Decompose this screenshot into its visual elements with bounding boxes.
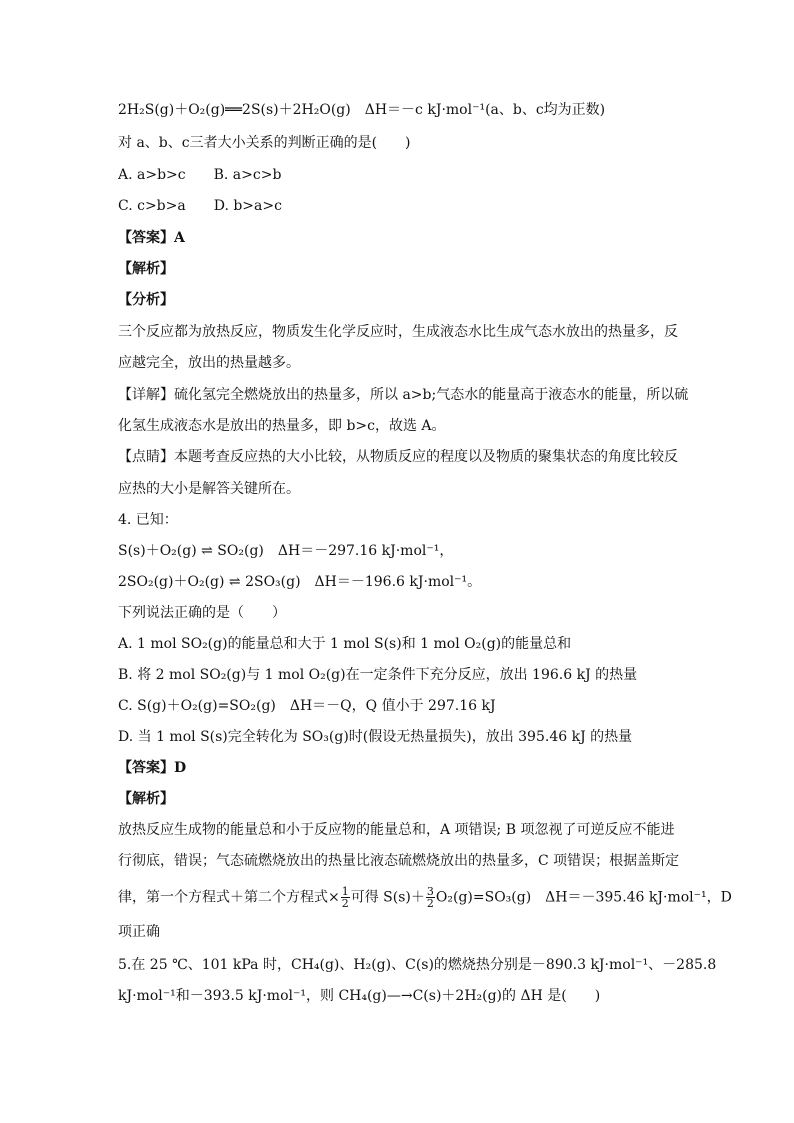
question-4-intro: 4. 已知：	[118, 512, 178, 528]
option-4a: A. 1 mol SO₂(g)的能量总和大于 1 mol S(s)和 1 mol O₂(g)的能量总和	[118, 636, 572, 652]
option-4d: D. 当 1 mol S(s)完全转化为 SO₃(g)时(假设无热量损失)，放出 395.46 kJ 的热量	[118, 729, 633, 745]
fraction-three-halves: $\frac{3}{2}$	[426, 885, 434, 910]
analysis-heading-4: 【解析】	[118, 791, 174, 807]
analysis-4-line2: 行彻底，错误；气态硫燃烧放出的热量比液态硫燃烧放出的热量多，C 项错误；根据盖斯定	[118, 853, 680, 869]
options-ab: A. a>b>c B. a>c>b	[118, 167, 282, 183]
line3-part2: 可得 S(s)＋	[350, 889, 425, 906]
analysis-4-line3	[118, 886, 732, 909]
detail-line1: 【详解】硫化氢完全燃烧放出的热量多，所以 a>b;气态水的能量高于液态水的能量，所以硫	[118, 387, 689, 403]
analysis-subheading: 【分析】	[118, 292, 174, 308]
analysis-text-line1: 三个反应都为放热反应，物质发生化学反应时，生成液态水比生成气态水放出的热量多，反	[118, 324, 678, 340]
analysis-4-line4: 项正确	[118, 924, 160, 940]
question-5-line2: kJ·mol⁻¹和－393.5 kJ·mol⁻¹，则 CH₄(g)—→C(s)＋2H₂(g)的 ΔH 是( )	[118, 988, 601, 1004]
options-cd: C. c>b>a D. b>a>c	[118, 198, 282, 214]
equation-so2-oxidation: 2SO₂(g)＋O₂(g) ⇌ 2SO₃(g) ΔH＝－196.6 kJ·mol⁻¹。	[118, 574, 482, 590]
comment-line1: 【点睛】本题考查反应热的大小比较，从物质反应的程度以及物质的聚集状态的角度比较反	[118, 449, 678, 465]
answer-3: 【答案】A	[118, 230, 185, 246]
question-4-stem: 下列说法正确的是（ ）	[118, 605, 286, 621]
fraction-one-half: $\frac{1}{2}$	[341, 885, 349, 910]
detail-line2: 化氢生成液态水是放出的热量多，即 b>c，故选 A。	[118, 418, 446, 434]
option-4b: B. 将 2 mol SO₂(g)与 1 mol O₂(g)在一定条件下充分反应，放出 196.6 kJ 的热量	[118, 667, 638, 683]
analysis-text-line2: 应越完全，放出的热量越多。	[118, 355, 300, 371]
question-3-stem: 对 a、b、c三者大小关系的判断正确的是( )	[118, 135, 411, 151]
question-5-line1: 5.在 25 ℃、101 kPa 时，CH₄(g)、H₂(g)、C(s)的燃烧热分别是－890.3 kJ·mol⁻¹、－285.8	[118, 957, 717, 973]
equation-h2s-combustion: 2H₂S(g)＋O₂(g)══2S(s)＋2H₂O(g) ΔH＝－c kJ·mol⁻¹(a、b、c均为正数)	[118, 102, 606, 118]
line3-part3: O₂(g)=SO₃(g) ΔH＝－395.46 kJ·mol⁻¹，D	[435, 889, 732, 906]
answer-4: 【答案】D	[118, 760, 187, 776]
line3-part1: 律，第一个方程式＋第二个方程式×	[118, 889, 340, 906]
analysis-4-line1: 放热反应生成物的能量总和小于反应物的能量总和，A 项错误; B 项忽视了可逆反应不能进	[118, 822, 675, 838]
analysis-heading-3: 【解析】	[118, 261, 174, 277]
comment-line2: 应热的大小是解答关键所在。	[118, 481, 300, 497]
equation-s-combustion: S(s)＋O₂(g) ⇌ SO₂(g) ΔH＝－297.16 kJ·mol⁻¹，	[118, 543, 454, 559]
option-4c: C. S(g)＋O₂(g)=SO₂(g) ΔH＝－Q，Q 值小于 297.16 kJ	[118, 698, 496, 714]
